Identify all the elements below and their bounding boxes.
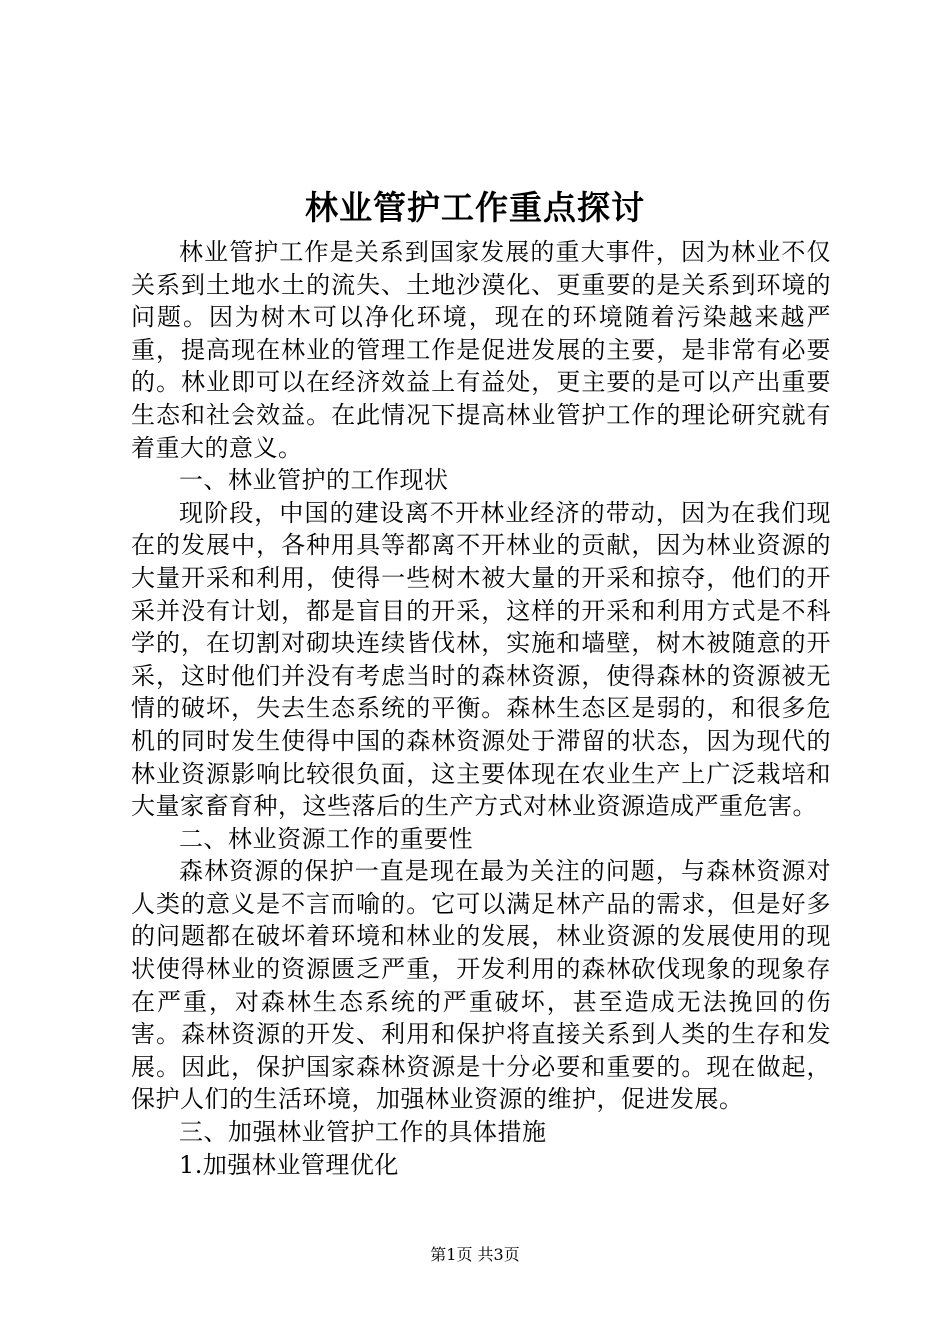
section-heading-1: 一、林业管护的工作现状 [179, 466, 449, 495]
section-1-paragraph: 现阶段，中国的建设离不开林业经济的带动，因为在我们现在的发展中，各种用具等都离不开林业的贡献，因为林业资源的大量开采和利用，使得一些树木被大量的开采和掠夺，他们的开采并没有计划，都是盲目的开采，这样的开采和利用方式是不科学的，在切割对砌块连续皆伐林，实施和墙壁，树木被随意的开采，这时他们并没有考虑当时的森林资源，使得森林的资源被无情的破坏，失去生态系统的平衡。森林生态区是弱的，和很多危机的同时发生使得中国的森林资源处于滞留的状态，因为现代的林业资源影响比较很负面，这主要体现在农业生产上广泛栽培和大量家畜育种，这些落后的生产方式对林业资源造成严重危害。 [131, 498, 831, 821]
section-2-paragraph: 森林资源的保护一直是现在最为关注的问题，与森林资源对人类的意义是不言而喻的。它可以满足林产品的需求，但是好多的问题都在破坏着环境和林业的发展，林业资源的发展使用的现状使得林业的资源匮乏严重，开发利用的森林砍伐现象的现象存在严重，对森林生态系统的严重破坏，甚至造成无法挽回的伤害。森林资源的开发、利用和保护将直接关系到人类的生存和发展。因此，保护国家森林资源是十分必要和重要的。现在做起，保护人们的生活环境，加强林业资源的维护，促进发展。 [131, 857, 831, 1114]
section-heading-3: 三、加强林业管护工作的具体措施 [179, 1118, 547, 1147]
document-body [131, 236, 831, 1181]
section-heading-2: 二、林业资源工作的重要性 [179, 824, 473, 853]
document-title: 林业管护工作重点探讨 [305, 188, 645, 227]
intro-paragraph: 林业管护工作是关系到国家发展的重大事件，因为林业不仅关系到土地水土的流失、土地沙漠化、更重要的是关系到环境的问题。因为树木可以净化环境，现在的环境随着污染越来越严重，提高现在林业的管理工作是促进发展的主要，是非常有必要的。林业即可以在经济效益上有益处，更主要的是可以产出重要生态和社会效益。在此情况下提高林业管护工作的理论研究就有着重大的意义。 [131, 238, 831, 462]
page-footer: 第1页 共3页 [430, 1245, 520, 1264]
subsection-heading-3-1: 1.加强林业管理优化 [179, 1150, 399, 1179]
